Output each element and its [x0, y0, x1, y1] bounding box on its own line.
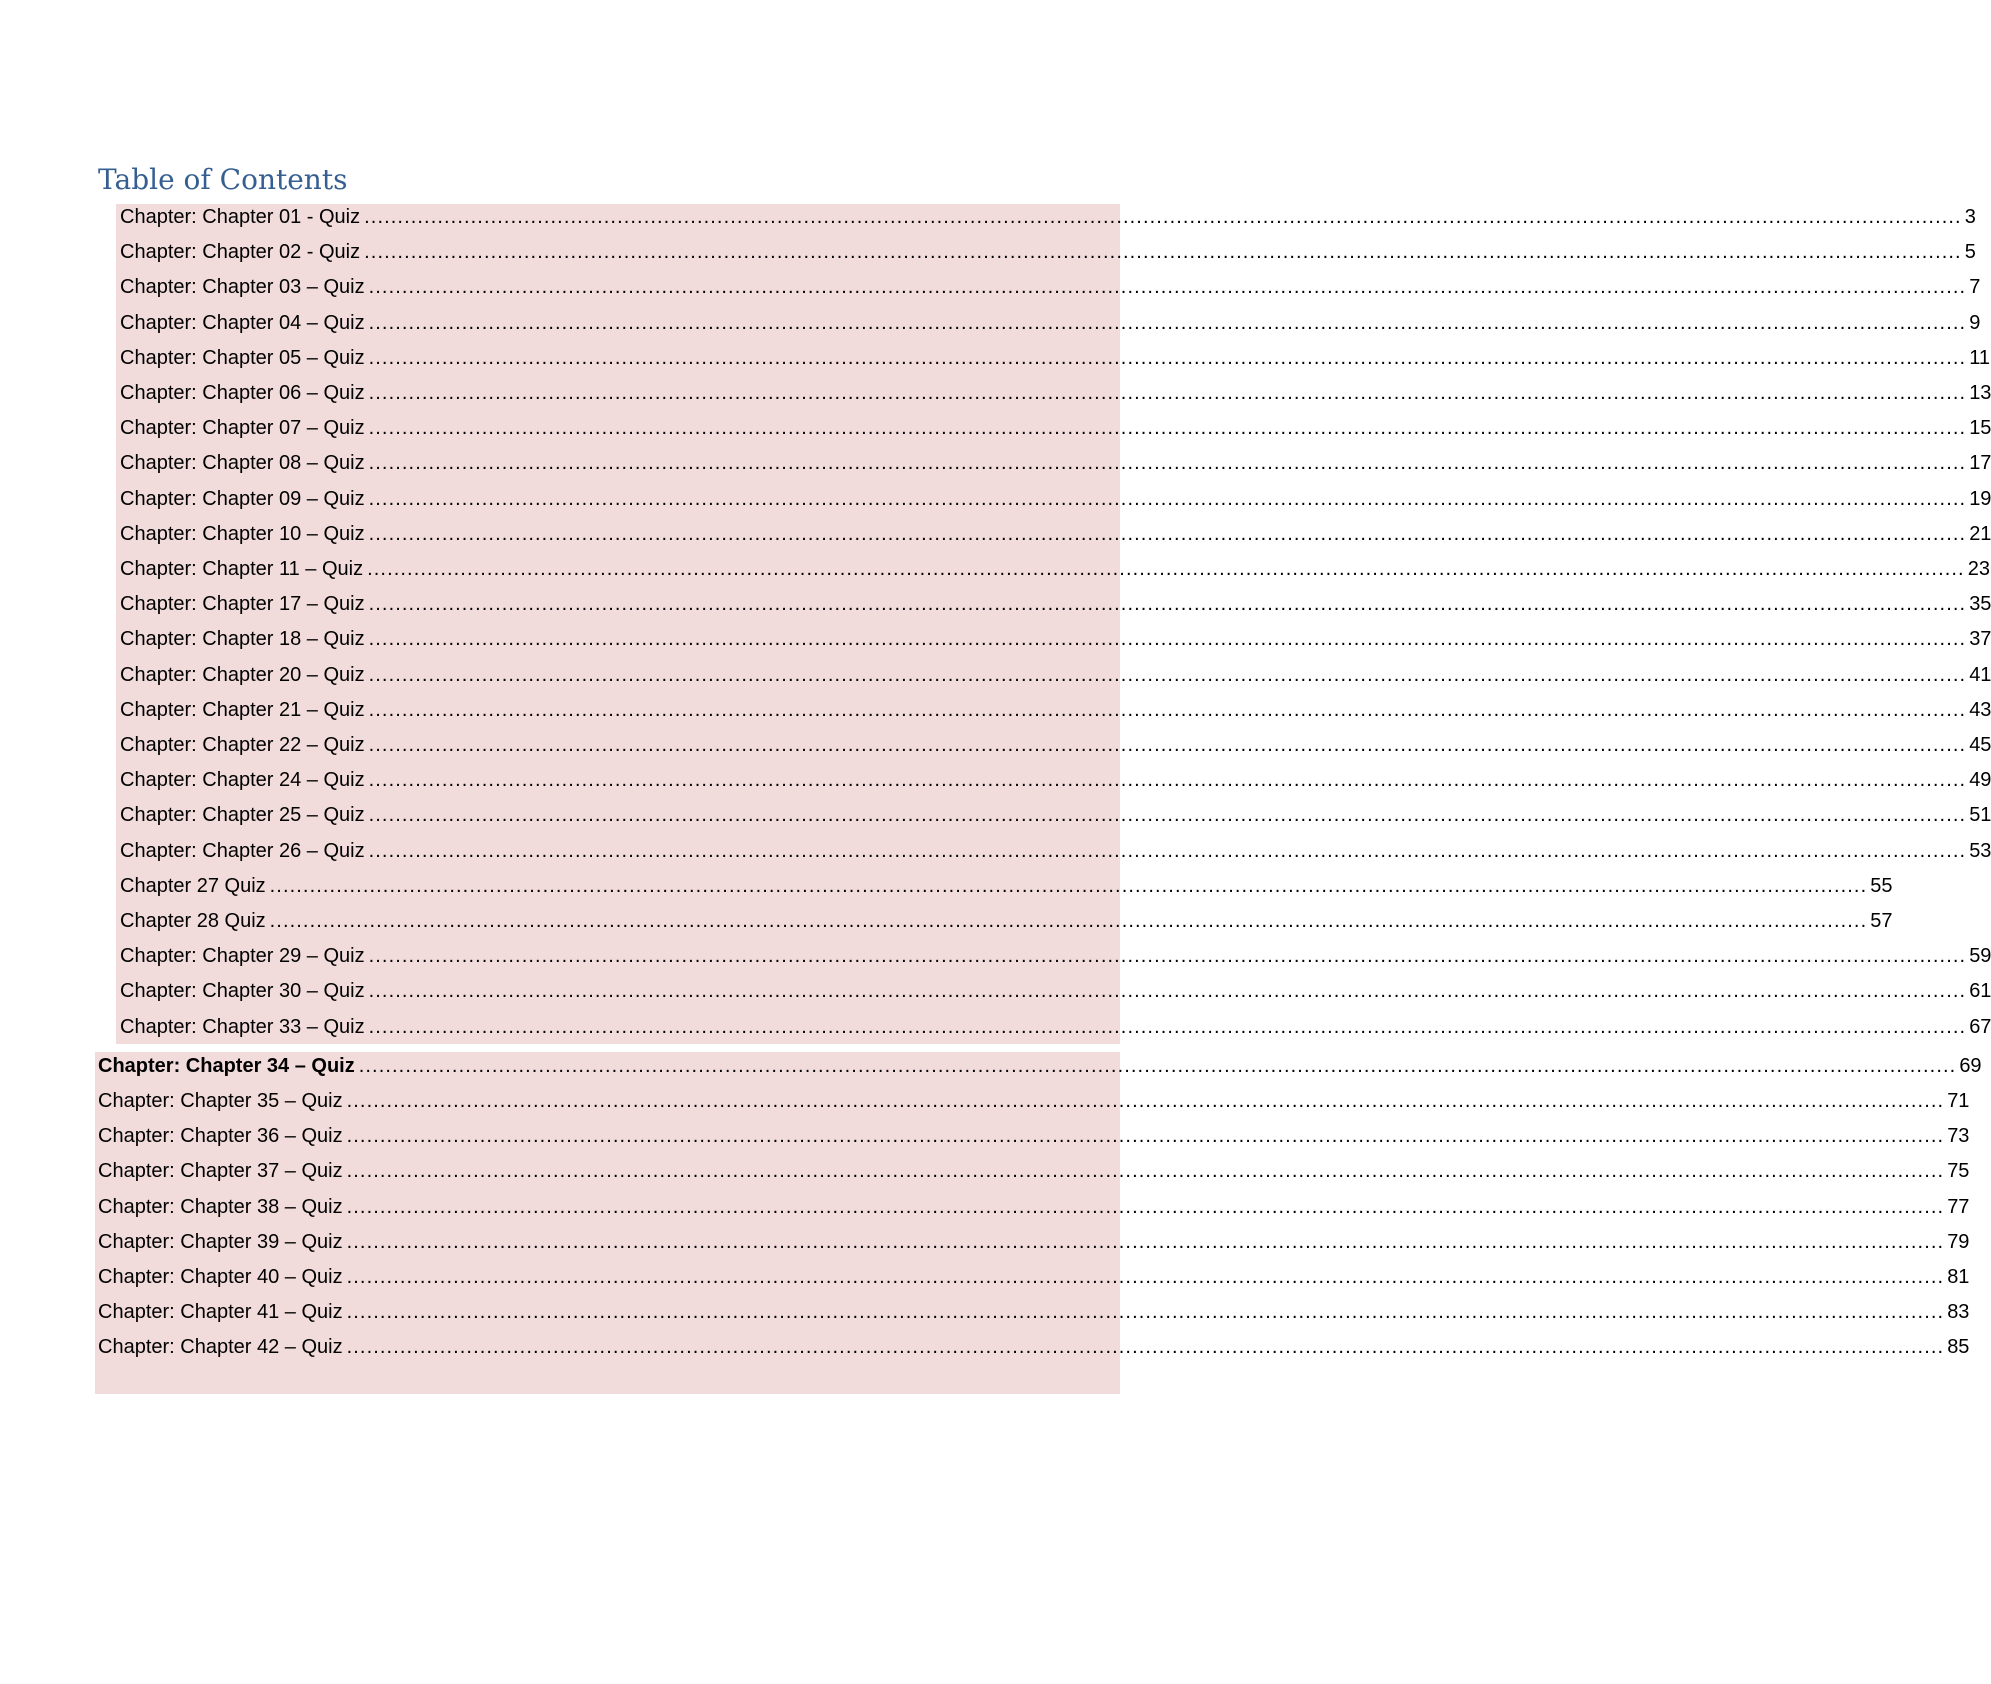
toc-entry[interactable] — [98, 1299, 1970, 1325]
toc-entry-page-number: 41 — [1969, 663, 1991, 686]
toc-entry-label: Chapter: Chapter 09 – Quiz — [120, 487, 365, 510]
toc-entry-leader: ................................................................................................................................................................................................................................................ — [368, 628, 1967, 651]
toc-entry-page-number: 71 — [1947, 1090, 1970, 1112]
toc-entry-leader: ................................................................................................................................................................................................................................................ — [368, 276, 1967, 299]
toc-entry[interactable] — [120, 662, 1991, 688]
toc-entry-leader: ................................................................................................................................................................................................................................................ — [368, 945, 1967, 968]
toc-entry[interactable] — [120, 802, 1991, 828]
toc-entry-leader: ................................................................................................................................................................................................................................................ — [368, 522, 1967, 545]
toc-entry-leader: ................................................................................................................................................................................................................................................ — [269, 910, 1868, 932]
toc-entry-page-number: 5 — [1964, 241, 1976, 264]
toc-entry-leader: ................................................................................................................................................................................................................................................ — [346, 1090, 1945, 1112]
toc-entry[interactable] — [120, 838, 1991, 864]
toc-entry-label: Chapter: Chapter 42 – Quiz — [98, 1336, 343, 1359]
toc-entry-label: Chapter: Chapter 34 – Quiz — [98, 1054, 355, 1077]
toc-entry[interactable] — [120, 345, 1990, 371]
toc-entry[interactable] — [120, 626, 1991, 652]
toc-entry-label: Chapter: Chapter 26 – Quiz — [120, 839, 365, 862]
toc-entry-page-number: 9 — [1969, 311, 1981, 334]
toc-entry[interactable] — [98, 1123, 1970, 1149]
toc-entry[interactable] — [120, 380, 1991, 406]
toc-entry-page-number: 17 — [1969, 452, 1991, 475]
toc-entry-label: Chapter: Chapter 03 – Quiz — [120, 276, 365, 299]
toc-entry-label: Chapter: Chapter 33 – Quiz — [120, 1015, 365, 1038]
toc-entry[interactable] — [98, 1334, 1970, 1360]
toc-entry-page-number: 51 — [1969, 804, 1991, 827]
toc-entry-label: Chapter: Chapter 29 – Quiz — [120, 945, 365, 968]
toc-entry[interactable] — [120, 450, 1991, 476]
toc-entry-leader: ................................................................................................................................................................................................................................................ — [368, 487, 1967, 510]
toc-entry-leader: ................................................................................................................................................................................................................................................ — [368, 311, 1967, 334]
toc-entry-leader: ................................................................................................................................................................................................................................................ — [367, 558, 1965, 580]
toc-entry-label: Chapter: Chapter 11 – Quiz — [120, 558, 364, 580]
toc-entry-leader: ................................................................................................................................................................................................................................................ — [368, 382, 1967, 404]
toc-entry-label: Chapter: Chapter 10 – Quiz — [120, 522, 365, 545]
toc-entry-page-number: 11 — [1969, 346, 1990, 369]
toc-entry-page-number: 23 — [1967, 558, 1990, 580]
toc-entry-label: Chapter: Chapter 20 – Quiz — [120, 663, 365, 686]
toc-entry-page-number: 43 — [1969, 698, 1991, 721]
toc-entry-leader: ................................................................................................................................................................................................................................................ — [368, 769, 1967, 792]
toc-entry-label: Chapter 28 Quiz — [120, 910, 266, 932]
toc-entry-leader: ................................................................................................................................................................................................................................................ — [368, 804, 1967, 827]
toc-entry-leader: ................................................................................................................................................................................................................................................ — [368, 734, 1967, 756]
toc-entry-page-number: 35 — [1969, 593, 1991, 616]
toc-entry[interactable] — [98, 1088, 1970, 1114]
toc-entry-page-number: 53 — [1969, 839, 1991, 862]
toc-entry[interactable] — [120, 591, 1991, 617]
toc-entry-leader: ................................................................................................................................................................................................................................................ — [364, 206, 1962, 228]
toc-entry-page-number: 7 — [1969, 276, 1981, 299]
toc-entry-label: Chapter 27 Quiz — [120, 874, 266, 897]
toc-entry-leader: ................................................................................................................................................................................................................................................ — [346, 1160, 1945, 1183]
toc-entry-label: Chapter: Chapter 07 – Quiz — [120, 417, 365, 440]
toc-entry-label: Chapter: Chapter 02 - Quiz — [120, 241, 361, 264]
toc-entry[interactable] — [120, 310, 1981, 336]
toc-entry-page-number: 15 — [1969, 417, 1991, 440]
toc-entry-leader: ................................................................................................................................................................................................................................................ — [368, 417, 1967, 440]
toc-entry-label: Chapter: Chapter 21 – Quiz — [120, 698, 365, 721]
toc-entry-leader: ................................................................................................................................................................................................................................................ — [346, 1336, 1945, 1359]
toc-entry-label: Chapter: Chapter 40 – Quiz — [98, 1266, 343, 1288]
toc-entry-label: Chapter: Chapter 18 – Quiz — [120, 628, 365, 651]
toc-entry-label: Chapter: Chapter 05 – Quiz — [120, 346, 365, 369]
toc-entry-label: Chapter: Chapter 37 – Quiz — [98, 1160, 343, 1183]
toc-entry-label: Chapter: Chapter 30 – Quiz — [120, 980, 365, 1003]
toc-entry[interactable] — [98, 1194, 1970, 1220]
toc-entry-page-number: 73 — [1947, 1125, 1970, 1148]
toc-entry[interactable] — [120, 732, 1991, 758]
toc-entry-label: Chapter: Chapter 39 – Quiz — [98, 1230, 343, 1253]
toc-entry-leader: ................................................................................................................................................................................................................................................ — [346, 1195, 1945, 1218]
toc-entry-label: Chapter: Chapter 36 – Quiz — [98, 1125, 343, 1148]
toc-entry[interactable] — [98, 1229, 1970, 1255]
toc-entry-leader: ................................................................................................................................................................................................................................................ — [346, 1266, 1945, 1288]
toc-entry[interactable] — [120, 943, 1991, 969]
toc-entry-page-number: 81 — [1947, 1266, 1970, 1288]
toc-entry-label: Chapter: Chapter 22 – Quiz — [120, 734, 365, 756]
toc-entry[interactable] — [120, 274, 1981, 300]
toc-entry-label: Chapter: Chapter 04 – Quiz — [120, 311, 365, 334]
toc-entry-leader: ................................................................................................................................................................................................................................................ — [368, 663, 1967, 686]
toc-entry-label: Chapter: Chapter 01 - Quiz — [120, 206, 361, 228]
toc-entry-page-number: 37 — [1969, 628, 1991, 651]
toc-entry-leader: ................................................................................................................................................................................................................................................ — [346, 1301, 1945, 1324]
toc-entry-label: Chapter: Chapter 06 – Quiz — [120, 382, 365, 404]
toc-entry-page-number: 77 — [1947, 1195, 1970, 1218]
toc-entry-leader: ................................................................................................................................................................................................................................................ — [368, 839, 1967, 862]
toc-entry-page-number: 19 — [1969, 487, 1991, 510]
toc-entry[interactable] — [120, 556, 1990, 582]
toc-entry-label: Chapter: Chapter 35 – Quiz — [98, 1090, 343, 1112]
toc-entry-label: Chapter: Chapter 25 – Quiz — [120, 804, 365, 827]
toc-entry-leader: ................................................................................................................................................................................................................................................ — [368, 593, 1967, 616]
toc-entry-page-number: 3 — [1964, 206, 1976, 228]
toc-entry-label: Chapter: Chapter 24 – Quiz — [120, 769, 365, 792]
toc-entry[interactable] — [120, 978, 1991, 1004]
toc-entry-label: Chapter: Chapter 38 – Quiz — [98, 1195, 343, 1218]
toc-entry[interactable] — [98, 1053, 1982, 1079]
toc-entry[interactable] — [120, 239, 1976, 265]
toc-entry-page-number: 59 — [1969, 945, 1991, 968]
toc-entry-page-number: 85 — [1947, 1336, 1970, 1359]
toc-entry-leader: ................................................................................................................................................................................................................................................ — [368, 980, 1967, 1003]
page-title: Table of Contents — [98, 163, 348, 196]
toc-entry[interactable] — [120, 873, 1893, 899]
toc-entry-page-number: 13 — [1969, 382, 1991, 404]
toc-entry-page-number: 61 — [1969, 980, 1991, 1003]
toc-entry-leader: ................................................................................................................................................................................................................................................ — [368, 346, 1967, 369]
toc-entry-page-number: 83 — [1947, 1301, 1970, 1324]
toc-entry-leader: ................................................................................................................................................................................................................................................ — [346, 1230, 1945, 1253]
toc-entry[interactable] — [120, 204, 1976, 230]
toc-entry-page-number: 69 — [1959, 1054, 1982, 1077]
toc-entry-leader: ................................................................................................................................................................................................................................................ — [368, 1015, 1967, 1038]
toc-entry-label: Chapter: Chapter 08 – Quiz — [120, 452, 365, 475]
toc-entry[interactable] — [120, 767, 1991, 793]
toc-entry[interactable] — [120, 415, 1991, 441]
toc-entry-page-number: 67 — [1969, 1015, 1991, 1038]
toc-entry-leader: ................................................................................................................................................................................................................................................ — [346, 1125, 1945, 1148]
toc-entry-leader: ................................................................................................................................................................................................................................................ — [269, 874, 1868, 897]
toc-entry-label: Chapter: Chapter 17 – Quiz — [120, 593, 365, 616]
toc-entry-page-number: 75 — [1947, 1160, 1970, 1183]
toc-entry[interactable] — [120, 521, 1991, 547]
toc-entry-page-number: 57 — [1870, 910, 1893, 932]
toc-entry-page-number: 55 — [1870, 874, 1893, 897]
toc-entry-leader: ................................................................................................................................................................................................................................................ — [364, 241, 1962, 264]
toc-entry[interactable] — [120, 908, 1893, 934]
toc-entry-page-number: 49 — [1969, 769, 1991, 792]
toc-entry[interactable] — [120, 1014, 1991, 1040]
toc-entry[interactable] — [98, 1264, 1970, 1290]
toc-entry-leader: ................................................................................................................................................................................................................................................ — [368, 452, 1967, 475]
toc-entry[interactable] — [120, 697, 1991, 723]
toc-entry-leader: ................................................................................................................................................................................................................................................ — [368, 698, 1967, 721]
toc-entry[interactable] — [98, 1158, 1970, 1184]
toc-entry-label: Chapter: Chapter 41 – Quiz — [98, 1301, 343, 1324]
toc-entry[interactable] — [120, 486, 1991, 512]
toc-entry-page-number: 79 — [1947, 1230, 1970, 1253]
toc-entry-leader: ................................................................................................................................................................................................................................................ — [358, 1054, 1957, 1077]
toc-entry-page-number: 45 — [1969, 734, 1991, 756]
toc-entry-page-number: 21 — [1969, 522, 1991, 545]
